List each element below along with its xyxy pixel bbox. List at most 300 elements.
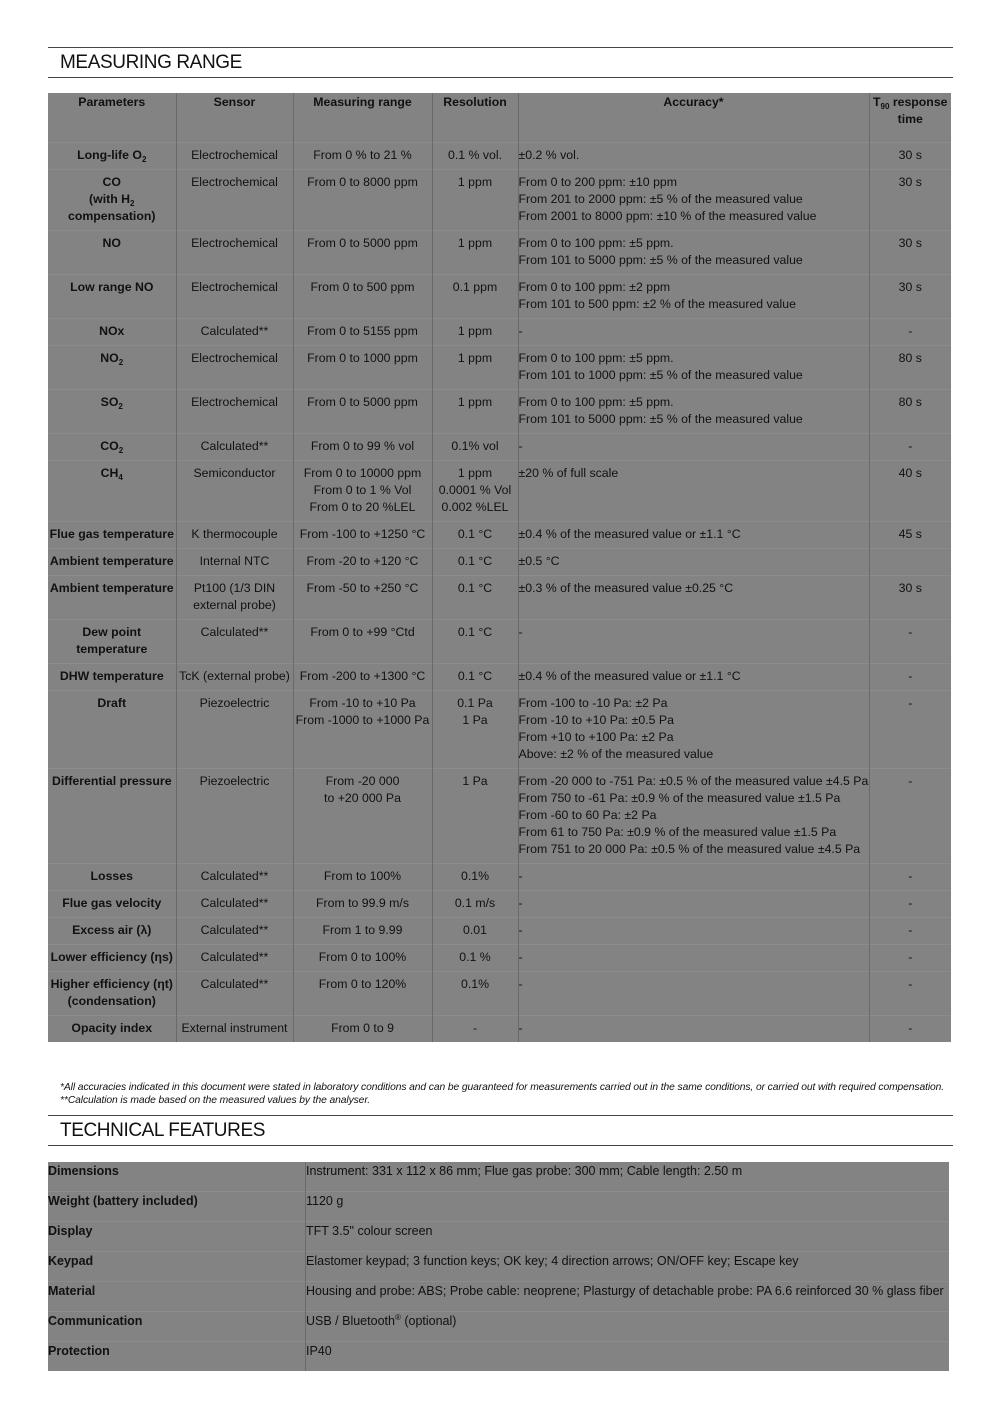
cell-parameter	[48, 390, 176, 434]
sensor-value: Calculated**	[200, 324, 269, 338]
parameter-name: Flue gas temperature	[49, 527, 174, 541]
cell-resolution	[432, 891, 518, 918]
cell-sensor	[176, 522, 293, 549]
sensor-value: Electrochemical	[191, 395, 278, 409]
cell-resolution	[432, 1016, 518, 1043]
cell-accuracy	[518, 864, 869, 891]
cell-response-time	[869, 143, 951, 170]
cell-accuracy	[518, 620, 869, 664]
table-row	[48, 390, 951, 434]
sensor-value: Piezoelectric	[199, 696, 270, 710]
cell-parameter	[48, 549, 176, 576]
parameter-name: Lower efficiency (ηs)	[50, 950, 173, 964]
table-row	[48, 319, 951, 346]
cell-resolution	[432, 972, 518, 1016]
parameter-name: Ambient temperature	[49, 554, 174, 568]
accuracy-line: -	[518, 896, 523, 910]
parameter-name: Dew point temperature	[76, 625, 148, 656]
header-resolution: Resolution	[432, 93, 518, 143]
table-row	[48, 864, 951, 891]
cell-measuring-range	[293, 576, 432, 620]
technical-features-header	[48, 1115, 953, 1146]
resolution-line: -	[472, 1021, 478, 1035]
accuracy-line: From 101 to 5000 ppm: ±5 % of the measured value	[518, 253, 803, 267]
accuracy-line: From 61 to 750 Pa: ±0.9 % of the measured value ±1.5 Pa	[518, 825, 837, 839]
response-value: -	[908, 774, 913, 788]
measuring-range-title: MEASURING RANGE	[60, 52, 242, 73]
sensor-value: Calculated**	[200, 625, 269, 639]
feature-row	[48, 1222, 949, 1252]
table-row	[48, 522, 951, 549]
header-response-time	[869, 93, 951, 143]
cell-measuring-range	[293, 461, 432, 522]
resolution-line: 0.1 °C	[457, 554, 493, 568]
accuracy-line: Above: ±2 % of the measured value	[518, 747, 714, 761]
cell-response-time	[869, 1016, 951, 1043]
accuracy-line: From -20 000 to -751 Pa: ±0.5 % of the measured value ±4.5 Pa	[518, 774, 869, 788]
cell-resolution	[432, 664, 518, 691]
accuracy-line: -	[518, 869, 523, 883]
accuracy-line: ±0.4 % of the measured value or ±1.1 °C	[518, 669, 741, 683]
cell-accuracy	[518, 691, 869, 769]
parameter-name: CH	[100, 466, 119, 480]
accuracy-line: From 0 to 100 ppm: ±5 ppm.	[518, 395, 674, 409]
cell-resolution	[432, 319, 518, 346]
feature-row	[48, 1252, 949, 1282]
feature-row	[48, 1162, 949, 1192]
cell-measuring-range	[293, 390, 432, 434]
accuracy-footnote: *All accuracies indicated in this document were stated in laboratory conditions and can be guaranteed for measurements carried out in the same conditions, or carried out with required compensation.	[60, 1082, 945, 1093]
response-value: -	[908, 439, 913, 453]
response-value: -	[908, 950, 913, 964]
cell-parameter	[48, 945, 176, 972]
resolution-line: 0.1 ppm	[452, 280, 498, 294]
cell-measuring-range	[293, 170, 432, 231]
parameter-name: SO	[100, 395, 119, 409]
cell-sensor	[176, 972, 293, 1016]
cell-parameter	[48, 319, 176, 346]
sensor-value: Calculated**	[200, 977, 269, 991]
accuracy-line: -	[518, 439, 523, 453]
measuring-range-body	[48, 143, 951, 1043]
range-line: From -100 to +1250 °C	[299, 527, 426, 541]
range-line: From 0 to 1000 ppm	[307, 351, 418, 365]
feature-value	[306, 1252, 950, 1282]
cell-sensor	[176, 891, 293, 918]
table-row	[48, 231, 951, 275]
cell-accuracy	[518, 945, 869, 972]
response-value: 30 s	[898, 236, 922, 250]
accuracy-line: From -10 to +10 Pa: ±0.5 Pa	[518, 713, 674, 727]
resolution-line: 0.01	[463, 923, 487, 937]
range-line: From 0 to 5000 ppm	[307, 236, 418, 250]
cell-parameter	[48, 143, 176, 170]
cell-resolution	[432, 170, 518, 231]
cell-sensor	[176, 275, 293, 319]
cell-resolution	[432, 864, 518, 891]
table-row	[48, 769, 951, 864]
range-line: From 0 to 500 ppm	[310, 280, 415, 294]
sensor-value: Internal NTC	[199, 554, 270, 568]
cell-sensor	[176, 461, 293, 522]
parameter-name: DHW temperature	[59, 669, 164, 683]
cell-accuracy	[518, 891, 869, 918]
cell-accuracy	[518, 576, 869, 620]
resolution-line: 1 ppm	[457, 175, 493, 189]
response-value: -	[908, 869, 913, 883]
cell-parameter	[48, 231, 176, 275]
resolution-line: 0.1%	[460, 869, 490, 883]
response-value: -	[908, 625, 913, 639]
cell-accuracy	[518, 346, 869, 390]
cell-measuring-range	[293, 275, 432, 319]
response-value: 80 s	[898, 351, 922, 365]
measuring-range-table	[48, 93, 951, 1042]
cell-resolution	[432, 461, 518, 522]
cell-response-time	[869, 549, 951, 576]
parameter-name: Excess air (λ)	[72, 923, 152, 937]
cell-resolution	[432, 769, 518, 864]
cell-response-time	[869, 972, 951, 1016]
cell-sensor	[176, 390, 293, 434]
resolution-line: 1 ppm	[457, 395, 493, 409]
cell-sensor	[176, 769, 293, 864]
feature-row	[48, 1192, 949, 1222]
accuracy-line: From 201 to 2000 ppm: ±5 % of the measured value	[518, 192, 803, 206]
technical-features-table	[48, 1162, 949, 1371]
parameter-subscript: 2	[118, 402, 123, 411]
cell-parameter	[48, 434, 176, 461]
sensor-value: External instrument	[181, 1021, 288, 1035]
feature-value	[306, 1312, 950, 1342]
table-row	[48, 664, 951, 691]
range-line: From to 100%	[323, 869, 402, 883]
cell-sensor	[176, 1016, 293, 1043]
cell-accuracy	[518, 918, 869, 945]
parameter-line2-a: (condensation)	[67, 994, 156, 1008]
parameter-name: CO	[100, 439, 119, 453]
resolution-line: 0.1 % vol.	[448, 148, 502, 162]
resolution-line: 0.1 °C	[457, 669, 493, 683]
resolution-line: 0.1 m/s	[454, 896, 496, 910]
parameter-subscript: 2	[118, 446, 124, 455]
table-row	[48, 891, 951, 918]
sensor-value: Calculated**	[200, 896, 269, 910]
feature-value	[306, 1192, 950, 1222]
cell-response-time	[869, 945, 951, 972]
parameter-name: Opacity index	[71, 1021, 153, 1035]
resolution-line: 1 ppm	[457, 236, 493, 250]
accuracy-line: -	[518, 625, 523, 639]
sensor-value: Calculated**	[200, 869, 269, 883]
sensor-value: Semiconductor	[193, 466, 276, 480]
cell-measuring-range	[293, 231, 432, 275]
cell-parameter	[48, 972, 176, 1016]
response-value: 30 s	[898, 148, 922, 162]
sensor-value: Electrochemical	[191, 148, 278, 162]
feature-row	[48, 1282, 949, 1312]
range-line: From -200 to +1300 °C	[299, 669, 426, 683]
range-line: From -10 to +10 Pa	[309, 696, 416, 710]
resolution-line: 1 ppm	[457, 351, 493, 365]
accuracy-line: From -100 to -10 Pa: ±2 Pa	[518, 696, 668, 710]
resolution-line: 1 Pa	[462, 774, 488, 788]
range-line: From 0 to 5000 ppm	[307, 395, 418, 409]
accuracy-line: -	[518, 950, 523, 964]
response-value: 80 s	[898, 395, 922, 409]
cell-response-time	[869, 346, 951, 390]
range-line: From 0 % to 21 %	[313, 148, 412, 162]
cell-measuring-range	[293, 918, 432, 945]
feature-value-text: 1120 g	[306, 1194, 344, 1208]
cell-resolution	[432, 390, 518, 434]
cell-accuracy	[518, 461, 869, 522]
feature-value	[306, 1282, 950, 1312]
range-line: From 0 to 100%	[318, 950, 407, 964]
cell-accuracy	[518, 549, 869, 576]
resolution-line: 0.002 %LEL	[441, 500, 509, 514]
cell-response-time	[869, 891, 951, 918]
resolution-line: 0.1%	[460, 977, 490, 991]
cell-response-time	[869, 864, 951, 891]
cell-measuring-range	[293, 434, 432, 461]
accuracy-line: From 101 to 500 ppm: ±2 % of the measured value	[518, 297, 796, 311]
sensor-value: TcK (external probe)	[179, 669, 290, 683]
cell-resolution	[432, 945, 518, 972]
cell-parameter	[48, 691, 176, 769]
cell-resolution	[432, 143, 518, 170]
parameter-name: Flue gas velocity	[62, 896, 162, 910]
feature-row	[48, 1342, 949, 1372]
cell-parameter	[48, 769, 176, 864]
accuracy-line: ±0.3 % of the measured value ±0.25 °C	[518, 581, 734, 595]
response-value: 45 s	[898, 527, 922, 541]
feature-value	[306, 1342, 950, 1372]
cell-accuracy	[518, 972, 869, 1016]
cell-measuring-range	[293, 891, 432, 918]
header-response-prefix: T	[872, 95, 881, 109]
cell-accuracy	[518, 319, 869, 346]
cell-resolution	[432, 918, 518, 945]
resolution-line: 0.1 °C	[457, 581, 493, 595]
table-row	[48, 346, 951, 390]
sensor-value: Electrochemical	[191, 236, 278, 250]
cell-sensor	[176, 691, 293, 769]
cell-parameter	[48, 275, 176, 319]
range-line: From to 99.9 m/s	[316, 896, 409, 910]
cell-accuracy	[518, 231, 869, 275]
cell-measuring-range	[293, 620, 432, 664]
response-value: 30 s	[898, 280, 922, 294]
cell-response-time	[869, 576, 951, 620]
header-sensor: Sensor	[176, 93, 293, 143]
cell-response-time	[869, 620, 951, 664]
table-row	[48, 549, 951, 576]
accuracy-line: ±0.4 % of the measured value or ±1.1 °C	[518, 527, 741, 541]
cell-sensor	[176, 549, 293, 576]
response-value: 30 s	[898, 581, 922, 595]
technical-features-body	[48, 1162, 949, 1371]
cell-resolution	[432, 549, 518, 576]
cell-parameter	[48, 664, 176, 691]
parameter-name: Losses	[90, 869, 133, 883]
sensor-value: Electrochemical	[191, 280, 278, 294]
header-measuring-range: Measuring range	[293, 93, 432, 143]
table-row	[48, 170, 951, 231]
parameter-name: Ambient temperature	[49, 581, 174, 595]
feature-key: Dimensions	[48, 1164, 119, 1178]
parameter-name: Differential pressure	[51, 774, 172, 788]
feature-value-text: Elastomer keypad; 3 function keys; OK key; 4 direction arrows; ON/OFF key; Escape key	[306, 1254, 799, 1268]
accuracy-line: -	[518, 324, 523, 338]
range-line: From 0 to 99 % vol	[310, 439, 415, 453]
measuring-range-header	[48, 47, 953, 78]
table-row	[48, 143, 951, 170]
cell-response-time	[869, 769, 951, 864]
cell-parameter	[48, 576, 176, 620]
feature-value-text: USB / Bluetooth	[306, 1314, 395, 1328]
cell-response-time	[869, 691, 951, 769]
cell-measuring-range	[293, 549, 432, 576]
feature-key: Protection	[48, 1344, 110, 1358]
accuracy-line: From 0 to 100 ppm: ±2 ppm	[518, 280, 671, 294]
table-row	[48, 972, 951, 1016]
cell-parameter	[48, 522, 176, 549]
cell-resolution	[432, 691, 518, 769]
header-response-line2: time	[897, 112, 923, 126]
cell-measuring-range	[293, 769, 432, 864]
range-line: From 0 to 120%	[318, 977, 407, 991]
feature-value-suffix: (optional)	[400, 1314, 457, 1328]
sensor-value: Calculated**	[200, 439, 269, 453]
accuracy-line: From 750 to -61 Pa: ±0.9 % of the measured value ±1.5 Pa	[518, 791, 841, 805]
cell-sensor	[176, 576, 293, 620]
response-value: 40 s	[898, 466, 922, 480]
table-row	[48, 1016, 951, 1043]
accuracy-line: ±0.2 % vol.	[518, 148, 580, 162]
parameter-second-line	[48, 993, 176, 1010]
accuracy-line: From 2001 to 8000 ppm: ±10 % of the measured value	[518, 209, 817, 223]
range-line: From 0 to 9	[331, 1021, 394, 1035]
parameter-name: Low range NO	[70, 280, 154, 294]
parameter-name: CO	[102, 175, 121, 189]
resolution-line: 0.1% vol	[451, 439, 499, 453]
range-line: From -1000 to +1000 Pa	[295, 713, 430, 727]
cell-response-time	[869, 231, 951, 275]
parameter-name: NO	[100, 351, 119, 365]
table-row	[48, 434, 951, 461]
cell-parameter	[48, 346, 176, 390]
accuracy-line: -	[518, 1021, 523, 1035]
cell-measuring-range	[293, 346, 432, 390]
accuracy-line: ±0.5 °C	[518, 554, 560, 568]
cell-measuring-range	[293, 143, 432, 170]
parameter-name: Draft	[97, 696, 127, 710]
parameter-name: Long-life O	[77, 148, 142, 162]
cell-resolution	[432, 434, 518, 461]
cell-accuracy	[518, 275, 869, 319]
table-row	[48, 576, 951, 620]
table-row	[48, 918, 951, 945]
cell-measuring-range	[293, 664, 432, 691]
response-value: -	[908, 696, 913, 710]
cell-sensor	[176, 319, 293, 346]
cell-response-time	[869, 170, 951, 231]
resolution-line: 1 ppm	[457, 466, 493, 480]
feature-key: Weight (battery included)	[48, 1194, 198, 1208]
resolution-line: 0.0001 % Vol	[438, 483, 512, 497]
feature-value-text: Instrument: 331 x 112 x 86 mm; Flue gas probe: 300 mm; Cable length: 2.50 m	[306, 1164, 743, 1178]
technical-features-title: TECHNICAL FEATURES	[60, 1120, 265, 1141]
feature-value-text: IP40	[306, 1344, 332, 1358]
cell-measuring-range	[293, 945, 432, 972]
response-value: -	[908, 977, 913, 991]
calculation-footnote: **Calculation is made based on the measured values by the analyser.	[60, 1095, 371, 1106]
range-line: From 0 to 20 %LEL	[309, 500, 416, 514]
cell-parameter	[48, 1016, 176, 1043]
sensor-value: Pt100 (1/3 DIN	[193, 581, 276, 595]
response-value: -	[908, 324, 913, 338]
range-line: From 0 to 1 % Vol	[313, 483, 412, 497]
parameter-subscript: 4	[118, 473, 123, 482]
accuracy-line: -	[518, 923, 523, 937]
cell-parameter	[48, 170, 176, 231]
cell-response-time	[869, 664, 951, 691]
cell-parameter	[48, 620, 176, 664]
header-parameters: Parameters	[78, 95, 146, 109]
cell-accuracy	[518, 664, 869, 691]
range-line: From 0 to 8000 ppm	[307, 175, 418, 189]
feature-value	[306, 1162, 950, 1192]
footnotes	[60, 1081, 944, 1107]
feature-value	[306, 1222, 950, 1252]
cell-measuring-range	[293, 972, 432, 1016]
response-value: -	[908, 923, 913, 937]
resolution-line: 0.1 °C	[457, 527, 493, 541]
cell-resolution	[432, 522, 518, 549]
cell-measuring-range	[293, 1016, 432, 1043]
cell-measuring-range	[293, 522, 432, 549]
parameter-subscript: 2	[118, 358, 124, 367]
cell-parameter	[48, 864, 176, 891]
cell-sensor	[176, 346, 293, 390]
table-row	[48, 691, 951, 769]
accuracy-line: ±20 % of full scale	[518, 466, 619, 480]
cell-sensor	[176, 231, 293, 275]
cell-accuracy	[518, 143, 869, 170]
cell-accuracy	[518, 1016, 869, 1043]
cell-accuracy	[518, 434, 869, 461]
cell-accuracy	[518, 522, 869, 549]
parameter-name: Higher efficiency (ηt)	[50, 977, 173, 991]
cell-response-time	[869, 522, 951, 549]
header-response-line1: response	[889, 95, 948, 109]
parameter-name: NO	[102, 236, 121, 250]
table-row	[48, 275, 951, 319]
parameter-name: NOx	[99, 324, 125, 338]
cell-sensor	[176, 664, 293, 691]
cell-resolution	[432, 231, 518, 275]
resolution-line: 0.1 °C	[457, 625, 493, 639]
accuracy-line: From 101 to 1000 ppm: ±5 % of the measured value	[518, 368, 803, 382]
table-row	[48, 945, 951, 972]
table-header-row	[48, 93, 951, 143]
accuracy-line: From 0 to 100 ppm: ±5 ppm.	[518, 236, 674, 250]
cell-measuring-range	[293, 691, 432, 769]
resolution-line: 1 Pa	[462, 713, 488, 727]
cell-sensor	[176, 945, 293, 972]
cell-sensor	[176, 170, 293, 231]
